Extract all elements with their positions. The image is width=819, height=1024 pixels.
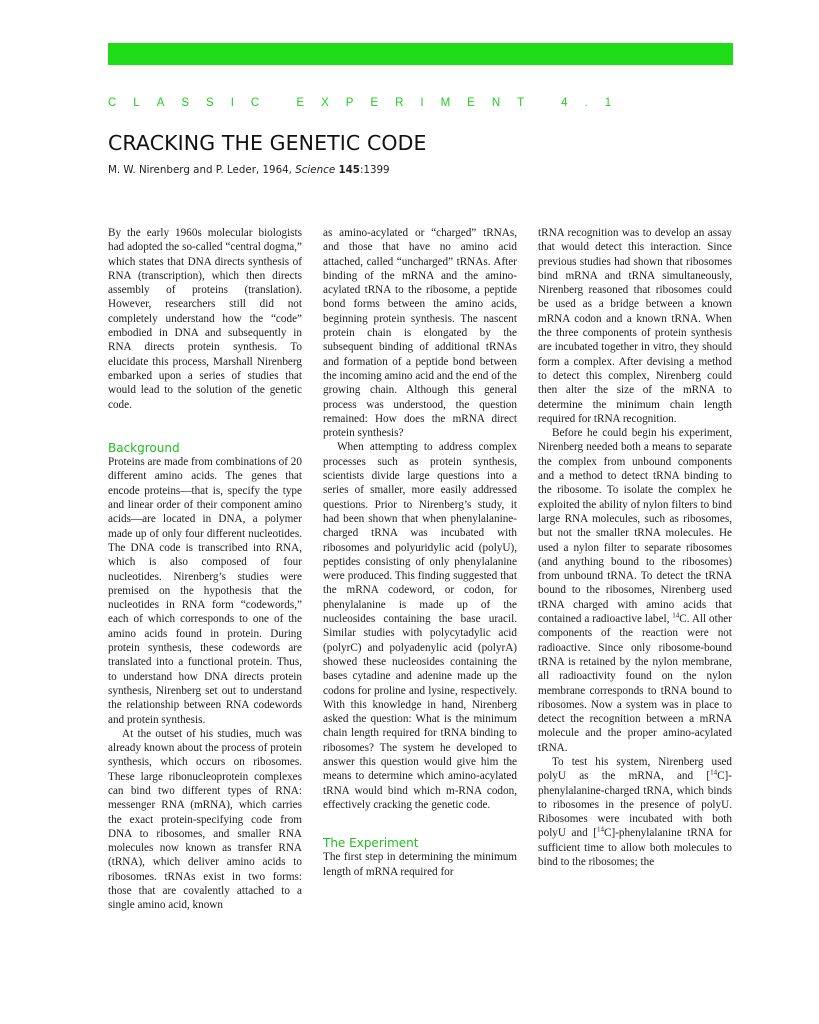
background-paragraph-3: as amino-acylated or “charged” tRNAs, and those that have no amino acid attached, called “uncharged” tRNAs. After binding of the mRNA and the amino-acylated tRNA to the ribosome, a peptide bond forms between the amino acids, beginning protein synthesis. The nascent protein chain is elongated by the subsequent binding of additional tRNAs and formation of a peptide bond between the incoming amino acid and the end of the growing chain. Although this general process was understood, the question remained: How does the mRNA direct protein synthesis? [323, 227, 517, 440]
citation-authors: M. W. Nirenberg and P. Leder, 1964, [108, 164, 296, 176]
section-kicker: CLASSIC EXPERIMENT 4.1 [108, 97, 629, 109]
experiment-paragraph-1: The first step in determining the minimum length of mRNA required for [323, 851, 517, 878]
text-column-2 [323, 226, 517, 879]
text-column-3 [538, 226, 732, 869]
intro-paragraph: By the early 1960s molecular biologists had adopted the so-called “central dogma,” which states that DNA directs synthesis of RNA (transcription), which then directs assembly of proteins (translation). However, researchers still did not completely understand how the “code” embodied in DNA and subsequently in RNA directs protein synthesis. To elucidate this process, Marshall Nirenberg embarked upon a series of studies that would lead to the solution of the genetic code. [108, 227, 302, 411]
citation [108, 164, 390, 176]
experiment-paragraph-3: To test his system, Nirenberg used polyU as the mRNA, and [$^{14}$C]-phenylalanine-charged tRNA, which binds to ribosomes in the presence of polyU. Ribosomes were incubated with both polyU and [$^{14}$C]-phenylalanine tRNA for sufficient time to allow both molecules to bind to the ribosomes; the [538, 755, 732, 869]
article-title: CRACKING THE GENETIC CODE [108, 131, 427, 155]
citation-journal: Science [295, 164, 336, 176]
experiment-paragraph-2: Before he could begin his experiment, Nirenberg needed both a means to separate the complex from unbound components and a method to detect tRNA binding to the ribosome. To isolate the complex he exploited the ability of nylon filters to bind large RNA molecules, such as ribosomes, but not the smaller tRNA molecules. He used a nylon filter to separate ribosomes (and anything bound to the ribosomes) from unbound tRNA. To detect the tRNA bound to the ribosomes, Nirenberg used tRNA charged with amino acids that contained a radioactive label, $^{14}$C. All other components of the reaction were not radioactive. Since only ribosome-bound tRNA is retained by the nylon membrane, all radioactivity found on the nylon membrane corresponds to tRNA bound to ribosomes. Now a system was in place to detect the recognition between a mRNA molecule and the proper amino-acylated tRNA. [538, 427, 732, 754]
citation-volume: 145 [338, 164, 360, 176]
experiment-paragraph-1-cont: tRNA recognition was to develop an assay that would detect this interaction. Since previous studies had shown that ribosomes bind mRNA and tRNA simultaneously, Nirenberg reasoned that ribosomes could be used as a bridge between a known mRNA codon and a known tRNA. When the three components of protein synthesis are incubated together in vitro, they should form a complex. After devising a method to detect this complex, Nirenberg could then alter the size of the mRNA to determine the minimum chain length required for tRNA recognition. [538, 227, 732, 425]
heading-background: Background [108, 440, 180, 455]
background-paragraph-1: Proteins are made from combinations of 20 different amino acids. The genes that encode proteins—that is, specify the type and linear order of their component amino acids—are located in DNA, a polymer made up of only four different nucleotides. The DNA code is transcribed into RNA, which is also composed of four nucleotides. Nirenberg’s studies were premised on the hypothesis that the nucleotides in RNA form “codewords,” each of which corresponds to one of the amino acids found in protein. During protein synthesis, these codewords are translated into a functional protein. Thus, to understand how DNA directs protein synthesis, Nirenberg set out to understand the relationship between RNA codewords and protein synthesis. [108, 456, 302, 726]
background-paragraph-2: At the outset of his studies, much was already known about the process of protein synthesis, which occurs on ribosomes. These large ribonucleoprotein complexes can bind two different types of RNA: messenger RNA (mRNA), which carries the exact protein-specifying code from DNA to ribosomes, and smaller RNA molecules now known as transfer RNA (tRNA), which deliver amino acids to ribosomes. tRNAs exist in two forms: those that are covalently attached to a single amino acid, known [108, 727, 302, 912]
text-column-1 [108, 226, 302, 913]
heading-the-experiment: The Experiment [323, 836, 419, 851]
background-paragraph-4: When attempting to address complex processes such as protein synthesis, scientists divide large questions into a series of smaller, more easily addressed questions. Prior to Nirenberg’s study, it had been shown that when phenylalanine-charged tRNA was incubated with ribosomes and polyuridylic acid (polyU), peptides consisting of only phenylalanine were produced. This finding suggested that the mRNA codeword, or codon, for phenylalanine is made up of the nucleosides containing the base uracil. Similar studies with polycytadylic acid (polyrC) and polyadenylic acid (polyrA) showed these nucleosides containing the bases cytadine and adenine made up the codons for proline and lysine, respectively. With this knowledge in hand, Nirenberg asked the question: What is the minimum chain length required for tRNA binding to ribosomes? The system he developed to answer this question would give him the means to determine which amino-acylated tRNA would bind which m-RNA codon, effectively cracking the genetic code. [323, 441, 517, 811]
citation-pages: :1399 [359, 164, 390, 176]
header-accent-bar [108, 43, 733, 65]
